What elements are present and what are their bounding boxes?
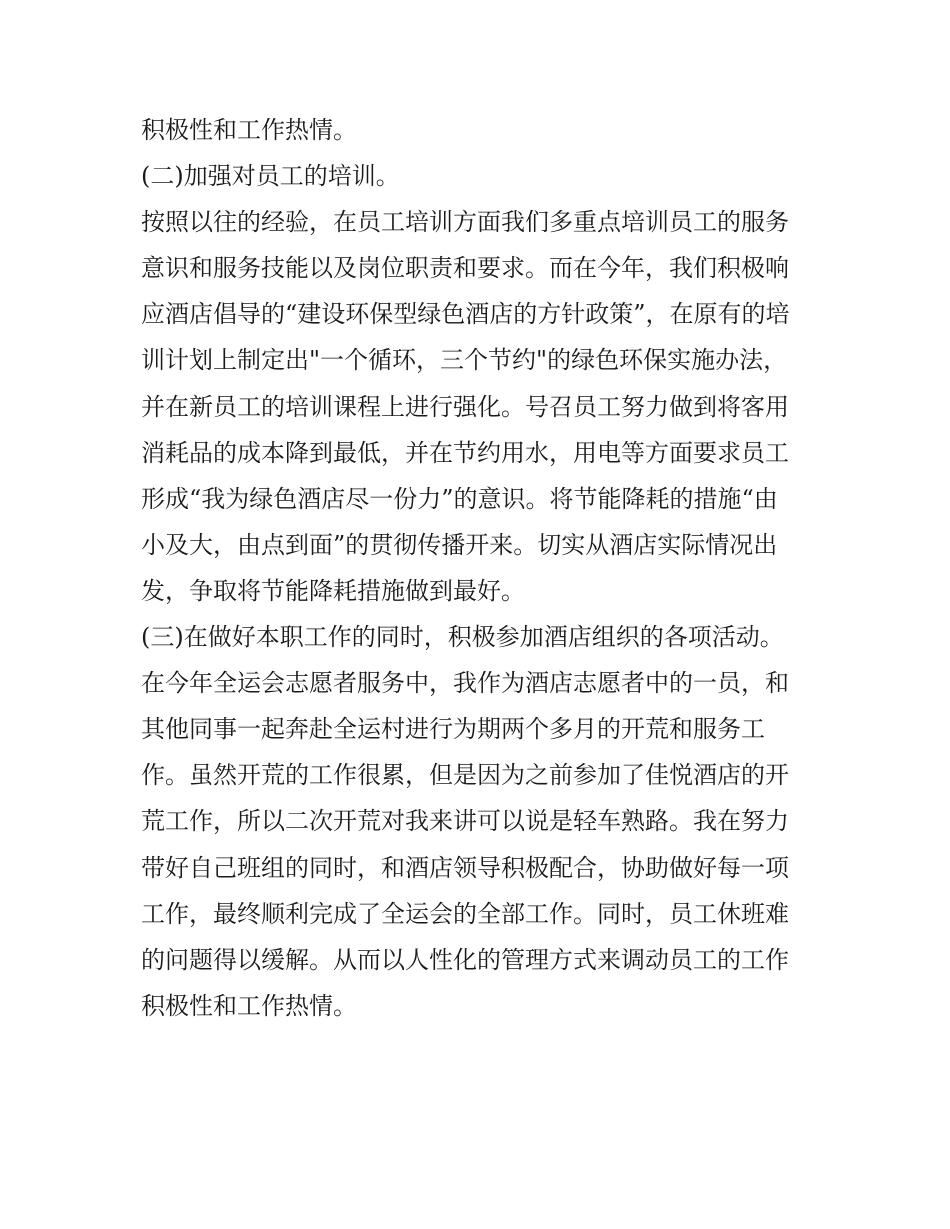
text-line: 作。虽然开荒的工作很累，但是因为之前参加了佳悦酒店的开 (141, 761, 789, 790)
section-heading: (二)加强对员工的培训。 (141, 162, 400, 191)
text-line: 按照以往的经验，在员工培训方面我们多重点培训员工的服务 (141, 208, 789, 237)
text-line: 荒工作，所以二次开荒对我来讲可以说是轻车熟路。我在努力 (141, 807, 789, 836)
text-line: 意识和服务技能以及岗位职责和要求。而在今年，我们积极响 (141, 254, 789, 283)
text-line: 工作，最终顺利完成了全运会的全部工作。同时，员工休班难 (141, 899, 789, 928)
text-line: 积极性和工作热情。 (141, 116, 357, 144)
text-line: 应酒店倡导的“建设环保型绿色酒店的方针政策”，在原有的培 (141, 300, 790, 329)
text-line: 训计划上制定出"一个循环，三个节约"的绿色环保实施办法， (141, 346, 788, 375)
text-line: 带好自己班组的同时，和酒店领导积极配合，协助做好每一项 (141, 853, 789, 882)
text-line: 小及大，由点到面”的贯彻传播开来。切实从酒店实际情况出 (141, 530, 778, 559)
text-line: 形成“我为绿色酒店尽一份力”的意识。将节能降耗的措施“由 (141, 484, 778, 513)
text-line: 发，争取将节能降耗措施做到最好。 (141, 576, 525, 605)
section-heading: (三)在做好本职工作的同时，积极参加酒店组织的各项活动。 (141, 623, 784, 652)
text-line: 其他同事一起奔赴全运村进行为期两个多月的开荒和服务工 (141, 715, 765, 744)
text-line: 的问题得以缓解。从而以人性化的管理方式来调动员工的工作 (141, 945, 789, 974)
text-line: 并在新员工的培训课程上进行强化。号召员工努力做到将客用 (141, 392, 789, 421)
text-line: 在今年全运会志愿者服务中，我作为酒店志愿者中的一员，和 (141, 669, 789, 698)
text-line: 积极性和工作热情。 (141, 991, 357, 1020)
text-line: 消耗品的成本降到最低，并在节约用水，用电等方面要求员工 (141, 438, 789, 467)
document-body (141, 107, 821, 1029)
